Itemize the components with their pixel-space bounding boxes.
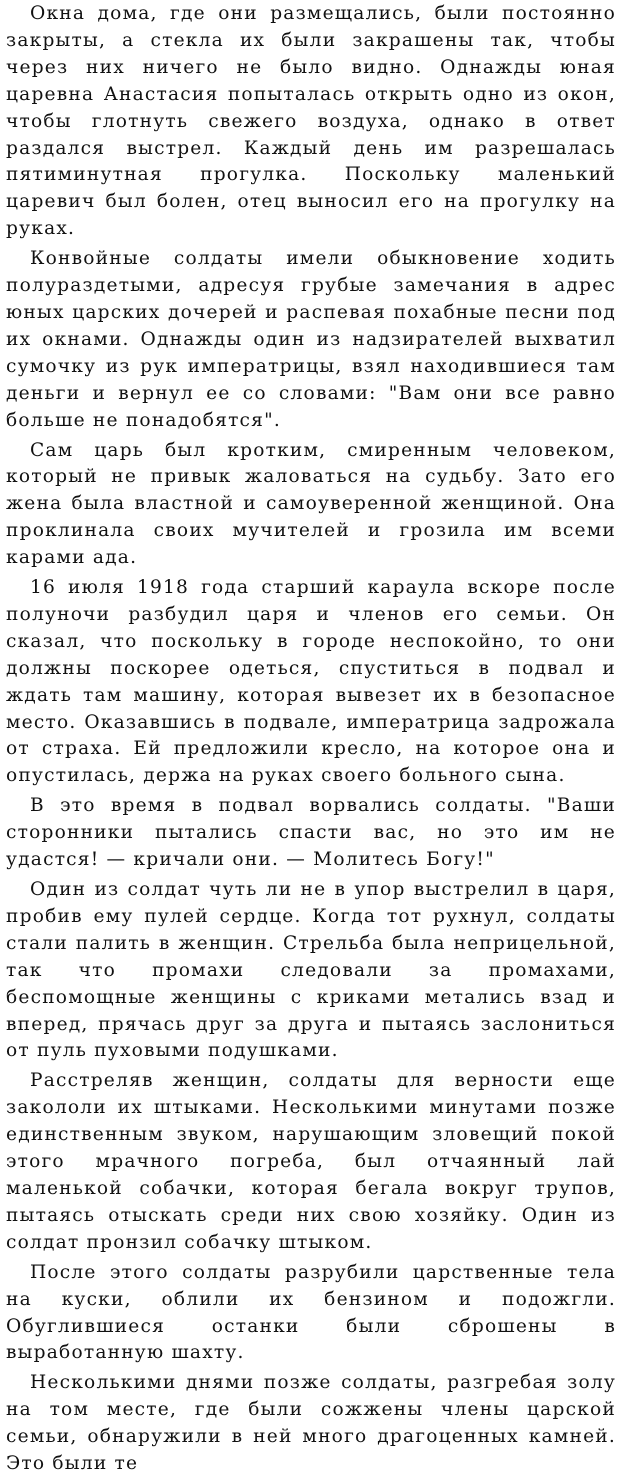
paragraph-3: Сам царь был кротким, смиренным человеком, который не привык жаловаться на судьбу. Зато его жена была властной и самоуверенной женщиной. Она проклинала своих мучителей и грозила им всеми карами ада. (6, 439, 616, 569)
document-page (6, 1, 616, 1478)
paragraph-2: Конвойные солдаты имели обыкновение ходить полураздетыми, адресуя грубые замечания в адрес юных царских дочерей и распевая похабные песни под их окнами. Однажды один из надзирателей выхватил сумочку из рук императрицы, взял находившиеся там деньги и вернул ее со словами: "Вам они все равно больше не понадобятся". (6, 248, 616, 431)
paragraph-9: Несколькими днями позже солдаты, разгребая золу на том месте, где были сожжены члены царской семьи, обнаружили в ней много драгоценных камней. Это были те (6, 1372, 616, 1475)
paragraph-4: 16 июля 1918 года старший караула вскоре после полуночи разбудил царя и членов его семьи. Он сказал, что поскольку в городе неспокойно, то они должны поскорее одеться, спуститься в подвал и ждать там машину, которая вывезет их в безопасное место. Оказавшись в подвале, императрица задрожала от страха. Ей предложили кресло, на которое она и опустилась, держа на руках своего больного сына. (6, 577, 616, 787)
paragraph-7: Расстреляв женщин, солдаты для верности еще закололи их штыками. Несколькими минутами позже единственным звуком, нарушающим зловещий покой этого мрачного погреба, был отчаянный лай маленькой собачки, которая бегала вокруг трупов, пытаясь отыскать среди них свою хозяйку. Один из солдат пронзил собачку штыком. (6, 1070, 616, 1253)
paragraph-1: Окна дома, где они размещались, были постоянно закрыты, а стекла их были закрашены так, чтобы через них ничего не было видно. Однажды юная царевна Анастасия попыталась открыть одно из окон, чтобы глотнуть свежего воздуха, однако в ответ раздался выстрел. Каждый день им разрешалась пятиминутная прогулка. Поскольку маленький царевич был болен, отец выносил его на прогулку на руках. (6, 3, 616, 240)
paragraph-8: После этого солдаты разрубили царственные тела на куски, облили их бензином и подожгли. Обуглившиеся останки были сброшены в выработанную шахту. (6, 1261, 616, 1364)
paragraph-5: В это время в подвал ворвались солдаты. "Ваши сторонники пытались спасти вас, но это им не удастся! — кричали они. — Молитесь Богу!" (6, 795, 616, 871)
paragraph-6: Один из солдат чуть ли не в упор выстрелил в царя, пробив ему пулей сердце. Когда тот рухнул, солдаты стали палить в женщин. Стрельба была неприцельной, так что промахи следовали за промахами, беспомощные женщины с криками метались взад и вперед, прячась друг за друга и пытаясь заслониться от пуль пуховыми подушками. (6, 879, 616, 1062)
